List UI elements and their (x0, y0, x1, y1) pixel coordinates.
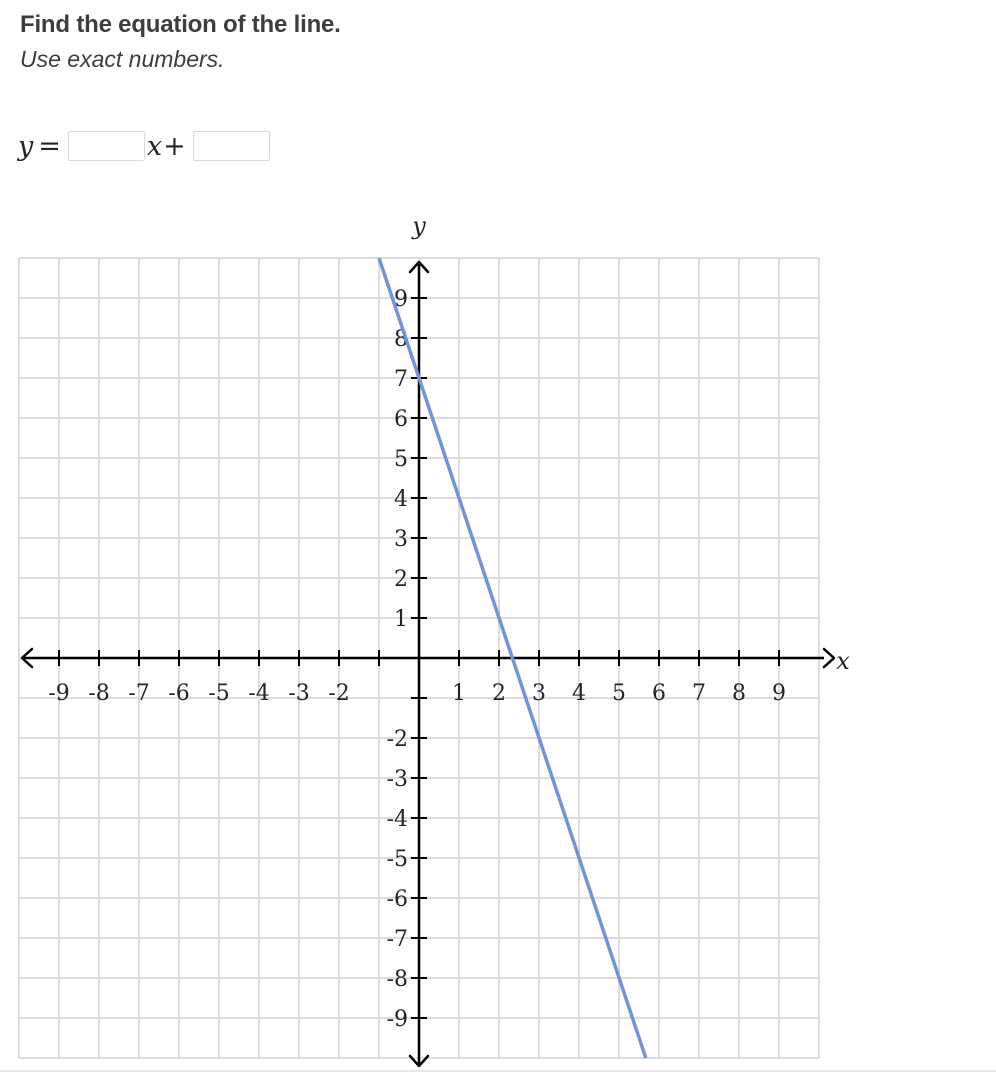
x-tick-label: -3 (288, 681, 310, 706)
x-tick-label: 3 (532, 681, 546, 706)
x-tick-label: -9 (48, 681, 70, 706)
x-tick-label: 7 (692, 681, 706, 706)
x-tick-label: 1 (452, 681, 466, 706)
y-tick-label: -4 (386, 807, 408, 832)
y-axis-label: y (412, 212, 426, 240)
y-tick-label: 5 (394, 447, 408, 472)
x-tick-label: 6 (652, 681, 666, 706)
x-tick-label: 2 (492, 681, 506, 706)
y-tick-label: -5 (386, 847, 408, 872)
x-tick-label: 5 (612, 681, 626, 706)
question-subtitle: Use exact numbers. (20, 46, 225, 72)
y-tick-label: 8 (394, 327, 408, 352)
y-tick-label: 1 (394, 607, 408, 632)
equation-equals: = (38, 130, 61, 162)
y-tick-label: 2 (394, 567, 408, 592)
y-tick-label: 7 (394, 367, 408, 392)
question-title: Find the equation of the line. (20, 11, 341, 38)
x-tick-label: -8 (88, 681, 110, 706)
y-tick-label: -2 (386, 727, 408, 752)
x-tick-label: -7 (128, 681, 150, 706)
x-tick-label: -4 (248, 681, 270, 706)
y-tick-label: -6 (386, 887, 408, 912)
x-axis-arrow-right (824, 649, 834, 667)
y-tick-label: 9 (394, 287, 408, 312)
y-tick-label: -3 (386, 767, 408, 792)
y-tick-label: 3 (394, 527, 408, 552)
x-tick-label: -6 (168, 681, 190, 706)
x-axis-label: x (836, 647, 850, 675)
equation-lhs: y (18, 130, 34, 162)
tick-labels (48, 287, 786, 1032)
x-tick-label: 4 (572, 681, 586, 706)
y-tick-label: -7 (386, 927, 408, 952)
y-tick-label: 6 (394, 407, 408, 432)
y-tick-label: 4 (394, 487, 408, 512)
x-tick-label: 9 (772, 681, 786, 706)
x-tick-label: -2 (328, 681, 350, 706)
x-tick-label: 8 (732, 681, 746, 706)
x-tick-label: -5 (208, 681, 230, 706)
equation-x-symbol: x (146, 130, 163, 162)
y-tick-label: -8 (386, 967, 408, 992)
y-tick-label: -9 (386, 1007, 408, 1032)
equation-plus: + (163, 130, 186, 162)
axes (22, 262, 834, 1066)
